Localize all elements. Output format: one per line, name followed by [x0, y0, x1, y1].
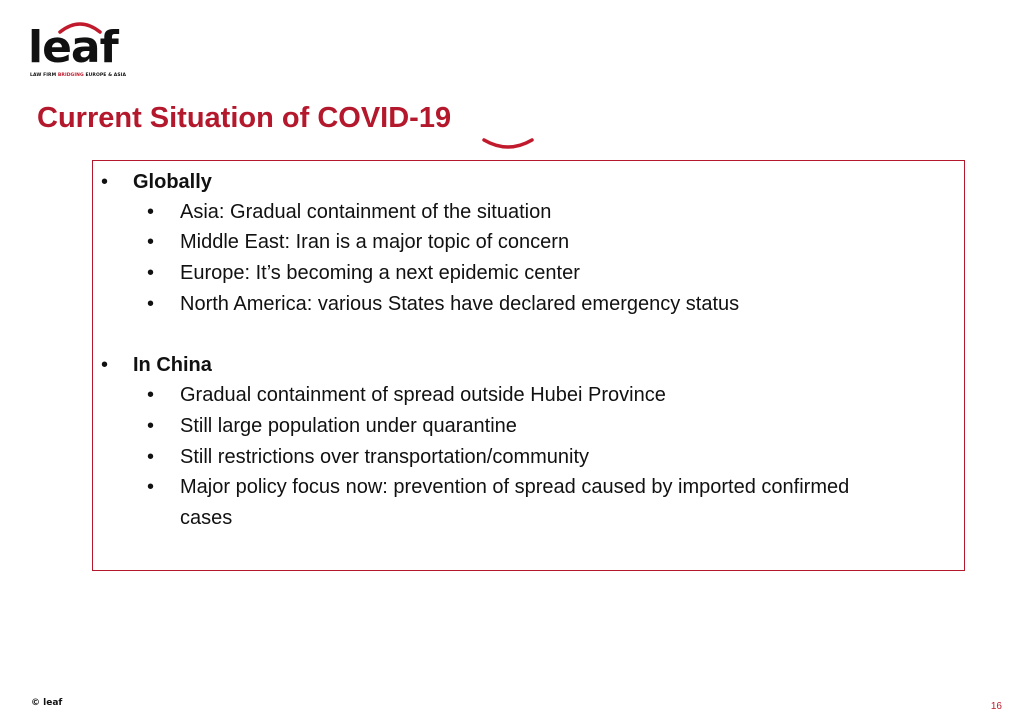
bullet: • — [101, 354, 109, 376]
logo-wordmark: leaf — [28, 22, 118, 73]
title-swoosh-icon — [478, 132, 538, 154]
section-heading-globally: • Globally — [101, 167, 212, 197]
list-item: • Middle East: Iran is a major topic of concern — [147, 231, 570, 253]
page-number: 16 — [990, 701, 1002, 712]
leaf-logo — [28, 20, 128, 82]
page-title: Current Situation of COVID-19 — [37, 102, 452, 134]
footer-copyright: © leaf — [31, 698, 63, 708]
list-item: • North America: various States have declared emergency status — [147, 293, 740, 315]
list-item: • Europe: It’s becoming a next epidemic center — [147, 262, 580, 284]
list-item: • Gradual containment of spread outside Hubei Province — [147, 384, 666, 406]
list-item: • Asia: Gradual containment of the situation — [147, 201, 552, 223]
bullet: • — [101, 171, 109, 193]
logo-tagline: LAW FIRM BRIDGING EUROPE & ASIA — [30, 73, 127, 78]
list-item: • Still restrictions over transportation/community — [147, 446, 590, 468]
content-box — [92, 160, 965, 571]
list-item: • Still large population under quarantine — [147, 415, 517, 437]
list-item: • Major policy focus now: prevention of spread caused by imported confirmed cases — [147, 476, 850, 529]
section-heading-in-china: • In China — [101, 350, 212, 380]
